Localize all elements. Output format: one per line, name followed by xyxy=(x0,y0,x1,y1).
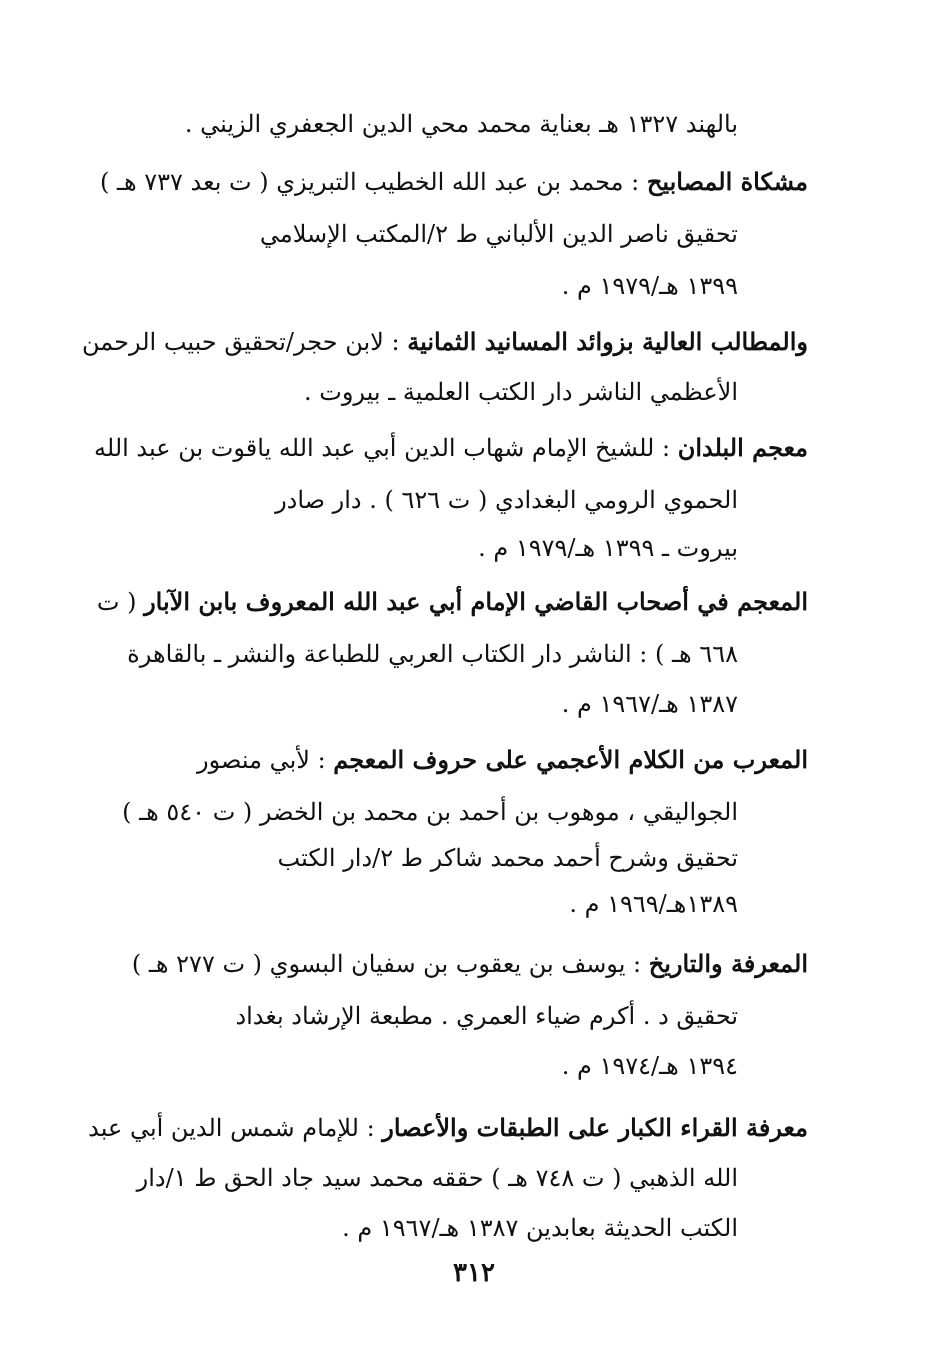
entry-line xyxy=(100,786,738,838)
entry-line xyxy=(94,422,808,474)
entry-line xyxy=(100,208,738,260)
entry-line xyxy=(100,1202,738,1254)
entry-line xyxy=(100,938,808,990)
entry-text: ١٣٨٧ هـ/١٩٦٧ م . xyxy=(561,690,738,718)
entry-line xyxy=(100,1152,738,1204)
entry-text: الله الذهبي ( ت ٧٤٨ هـ ) حققه محمد سيد جاد الحق ط ١/دار xyxy=(136,1164,738,1192)
entry-text: : للشيخ الإمام شهاب الدين أبي عبد الله ياقوت بن عبد الله xyxy=(94,434,678,462)
entry-line xyxy=(100,678,738,730)
entry-line xyxy=(100,878,738,930)
entry-text: : لابن حجر/تحقيق حبيب الرحمن xyxy=(82,328,408,356)
entry-text: ٦٦٨ هـ ) : الناشر دار الكتاب العربي للطباعة والنشر ـ بالقاهرة xyxy=(127,640,738,668)
entry-title: معرفة القراء الكبار على الطبقات والأعصار xyxy=(382,1113,808,1142)
entry-text: تحقيق ناصر الدين الألباني ط ٢/المكتب الإسلامي xyxy=(259,220,738,248)
entry-text: ١٣٩٩ هـ/١٩٧٩ م . xyxy=(561,272,738,300)
entry-text: ١٣٨٩هـ/١٩٦٩ م . xyxy=(569,890,738,918)
entry-text: الكتب الحديثة بعابدين ١٣٨٧ هـ/١٩٦٧ م . xyxy=(342,1214,738,1242)
entry-title: المعرب من الكلام الأعجمي على حروف المعجم xyxy=(333,745,808,774)
entry-title: المعرفة والتاريخ xyxy=(648,949,808,978)
entry-line xyxy=(100,156,808,208)
entry-line xyxy=(88,1102,808,1154)
entry-line xyxy=(100,832,738,884)
entry-text: بالهند ١٣٢٧ هـ بعناية محمد محي الدين الجعفري الزيني . xyxy=(184,110,738,138)
entry-text: : لأبي منصور xyxy=(197,746,334,774)
entry-title: معجم البلدان xyxy=(677,433,808,462)
entry-line xyxy=(100,628,738,680)
entry-text: تحقيق د . أكرم ضياء العمري . مطبعة الإرشاد بغداد xyxy=(235,1002,738,1030)
entry-title: مشكاة المصابيح xyxy=(646,167,808,196)
entry-text: بيروت ـ ١٣٩٩ هـ/١٩٧٩ م . xyxy=(478,534,738,562)
entry-line xyxy=(100,366,738,418)
entry-line xyxy=(100,990,738,1042)
entry-line xyxy=(82,316,808,368)
entry-text: : يوسف بن يعقوب بن سفيان البسوي ( ت ٢٧٧ هـ ) xyxy=(131,950,649,978)
entry-text: : محمد بن عبد الله الخطيب التبريزي ( ت بعد ٧٣٧ هـ ) xyxy=(99,168,647,196)
entry-text: الحموي الرومي البغدادي ( ت ٦٢٦ ) . دار صادر xyxy=(275,486,738,514)
entry-line xyxy=(100,522,738,574)
entry-text: : للإمام شمس الدين أبي عبد xyxy=(88,1114,383,1142)
entry-line xyxy=(100,734,808,786)
entry-text: الأعظمي الناشر دار الكتب العلمية ـ بيروت . xyxy=(303,378,738,406)
entry-text: تحقيق وشرح أحمد محمد شاكر ط ٢/دار الكتب xyxy=(277,844,738,872)
entry-line xyxy=(96,576,808,628)
entry-text: الجواليقي ، موهوب بن أحمد بن محمد بن الخضر ( ت ٥٤٠ هـ ) xyxy=(122,798,738,826)
entry-text: ( ت xyxy=(96,588,145,616)
entry-line xyxy=(100,474,738,526)
entry-line xyxy=(100,260,738,312)
entry-title: والمطالب العالية بزوائد المسانيد الثمانية xyxy=(407,327,808,356)
entry-title: المعجم في أصحاب القاضي الإمام أبي عبد الله المعروف بابن الآبار xyxy=(144,587,808,616)
page-number: ٣١٢ xyxy=(453,1258,495,1288)
entry-text: ١٣٩٤ هـ/١٩٧٤ م . xyxy=(561,1052,738,1080)
entry-line xyxy=(100,98,738,150)
entry-line xyxy=(100,1040,738,1092)
